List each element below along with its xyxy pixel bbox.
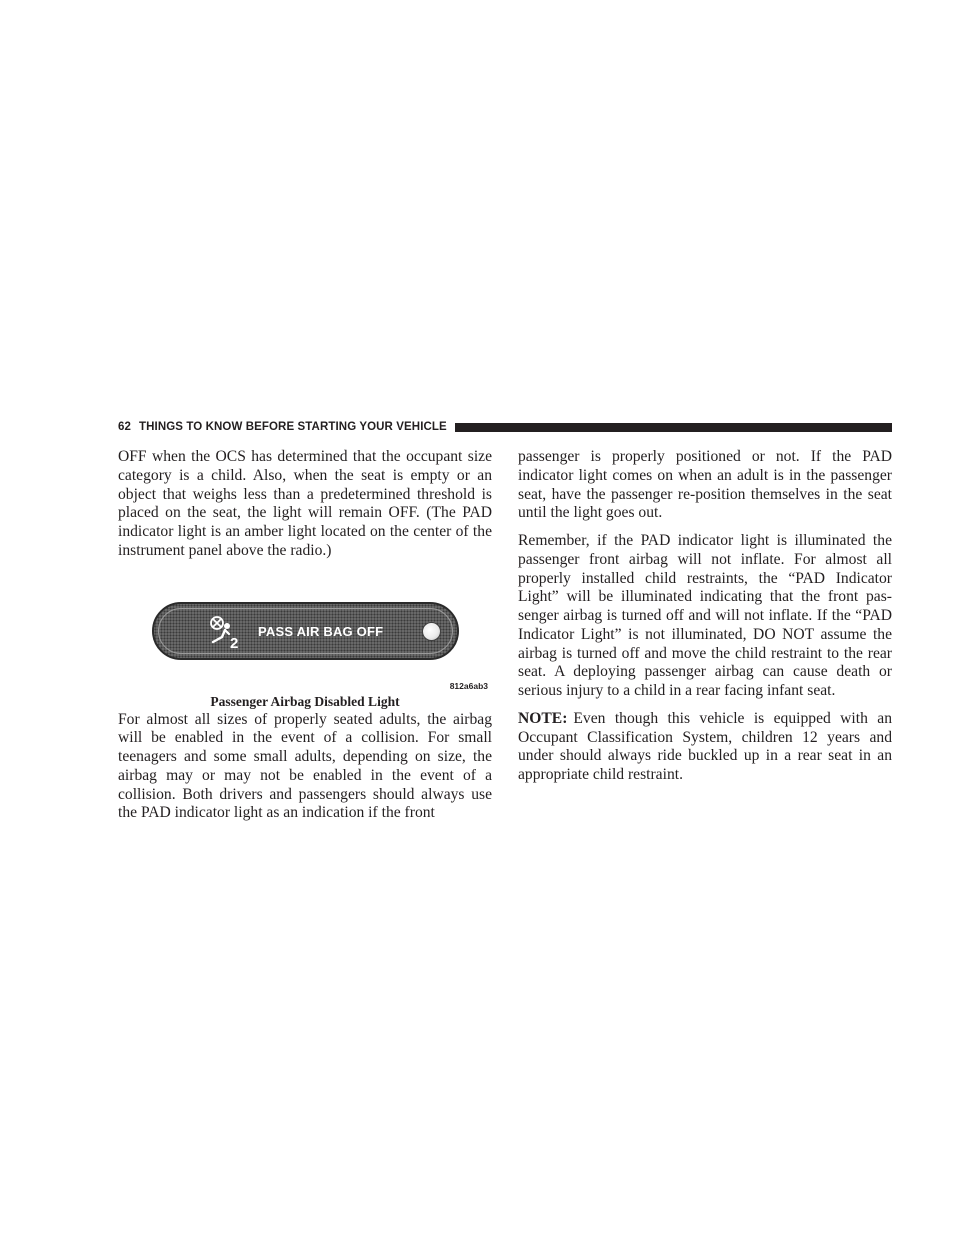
figure-caption: Passenger Airbag Disabled Light	[210, 693, 400, 709]
right-paragraph-1: passenger is properly positioned or not. If the PAD indicator light comes on when an adult is in the passenger seat, have the passenger re-position themselves in the seat until the light goes out.	[518, 448, 892, 522]
section-title: THINGS TO KNOW BEFORE STARTING YOUR VEHICLE	[139, 421, 447, 433]
right-column	[518, 448, 892, 785]
indicator-lamp-icon	[422, 622, 441, 641]
left-paragraph-1: OFF when the OCS has determined that the occupant size category is a child. Also, when the seat is empty or an object that weighs less than a predetermined threshold is placed on the seat, the light will remain OFF. (The PAD indicator light is an amber light located on the center of the instrument panel above the radio.)	[118, 448, 492, 559]
page-number: 62	[118, 421, 131, 433]
right-paragraph-2: Remember, if the PAD indicator light is illuminated the passenger front airbag will not inflate. For almost all properly installed child restraints, the “PAD Indicator Light” will be illuminated indicating that the front passenger airbag is turned off and will not inflate. If the “PAD Indicator Light” is not illuminated, DO NOT assume the airbag is turned off and move the child restraint to the rear seat. A deploying passenger airbag can cause death or serious injury to a child in a rear facing infant seat.	[518, 532, 892, 699]
left-column	[118, 448, 492, 823]
figure-passenger-airbag-disabled-light	[118, 585, 492, 711]
passenger-airbag-off-icon	[208, 615, 244, 649]
note-paragraph	[518, 710, 892, 785]
pass-air-bag-off-label: PASS AIR BAG OFF	[258, 623, 384, 639]
figure-code: 812a6ab3	[449, 680, 488, 691]
page-header	[118, 419, 892, 435]
note-text: Even though this vehicle is equipped with an Occupant Classification System, children 12 years and under should always ride buckled up in a rear seat in an appropriate child restraint.	[518, 709, 892, 783]
pad-indicator-panel	[152, 602, 459, 660]
left-paragraph-2: For almost all sizes of properly seated adults, the airbag will be enabled in the event of a collision. For small teenagers and some small adults, depending on size, the airbag may or may not be enabled in the event of a collision. Both drivers and passengers should always use the PAD indicator light as an indication if the front	[118, 710, 492, 822]
header-rule	[455, 423, 892, 432]
note-label: NOTE:	[518, 709, 568, 727]
icon-number: 2	[230, 634, 239, 649]
